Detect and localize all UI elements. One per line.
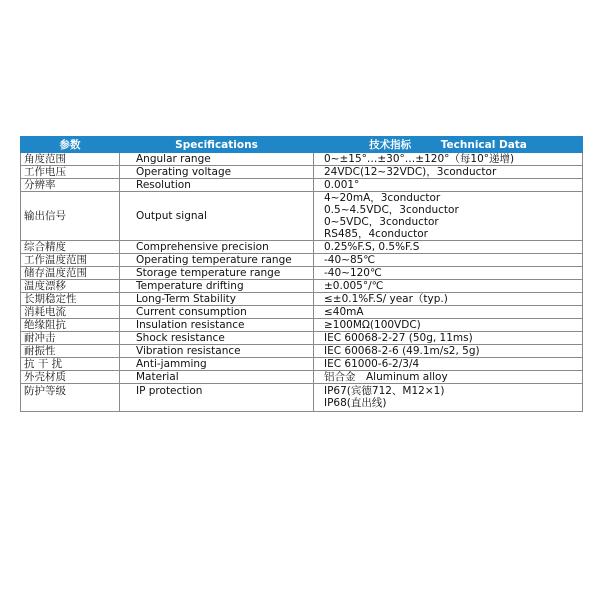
- table-body: [21, 153, 583, 412]
- tech-value-cell: [314, 345, 583, 358]
- table-row: [21, 267, 583, 280]
- tech-value-cell: [314, 192, 583, 241]
- table-row: [21, 241, 583, 254]
- table-row: [21, 358, 583, 371]
- table-row: [21, 153, 583, 166]
- spec-en-cell: Storage temperature range: [120, 267, 314, 280]
- tech-value-line: ≥100MΩ(100VDC): [324, 319, 421, 331]
- tech-value-cell: [314, 254, 583, 267]
- spec-en-cell: Anti-jamming: [120, 358, 314, 371]
- param-cn-cell: 长期稳定性: [21, 293, 120, 306]
- tech-value-cell: [314, 384, 583, 412]
- spec-en-cell: Current consumption: [120, 306, 314, 319]
- spec-en-cell: Operating temperature range: [120, 254, 314, 267]
- param-cn-cell: 耐振性: [21, 345, 120, 358]
- table-row: [21, 166, 583, 179]
- spec-en-cell: Angular range: [120, 153, 314, 166]
- spec-en-cell: Operating voltage: [120, 166, 314, 179]
- tech-value-cell: [314, 319, 583, 332]
- param-cn-cell: 角度范围: [21, 153, 120, 166]
- spec-en-cell: Resolution: [120, 179, 314, 192]
- table-row: [21, 371, 583, 384]
- spec-en-cell: Material: [120, 371, 314, 384]
- tech-value-line: ≤40mA: [324, 306, 364, 318]
- table-row: [21, 179, 583, 192]
- header-technical-data: [314, 137, 583, 153]
- tech-value-cell: [314, 371, 583, 384]
- param-cn-cell: 工作温度范围: [21, 254, 120, 267]
- tech-value-cell: [314, 332, 583, 345]
- tech-value-line: -40~120℃: [324, 267, 382, 279]
- header-param: 参数: [21, 137, 120, 153]
- tech-value-cell: [314, 280, 583, 293]
- param-cn-cell: 温度漂移: [21, 280, 120, 293]
- param-cn-cell: 绝缘阻抗: [21, 319, 120, 332]
- tech-value-line: IEC 61000-6-2/3/4: [324, 358, 420, 370]
- tech-value-cell: [314, 166, 583, 179]
- tech-value-line: 24VDC(12~32VDC)，3conductor: [324, 166, 497, 178]
- tech-value-line: 4~20mA，3conductor: [324, 192, 441, 204]
- tech-value-cell: [314, 293, 583, 306]
- tech-value-cell: [314, 358, 583, 371]
- param-cn-cell: 综合精度: [21, 241, 120, 254]
- spec-en-cell: Vibration resistance: [120, 345, 314, 358]
- param-cn-cell: 耐冲击: [21, 332, 120, 345]
- spec-en-cell: Long-Term Stability: [120, 293, 314, 306]
- tech-value-line: 铝合金 Aluminum alloy: [324, 371, 448, 383]
- tech-value-cell: [314, 153, 583, 166]
- header-tech-cn: 技术指标: [369, 138, 412, 151]
- table-row: [21, 345, 583, 358]
- tech-value-line: RS485，4conductor: [324, 228, 428, 240]
- table-row: [21, 332, 583, 345]
- tech-value-line: 0~±15°…±30°…±120°（每10°递增): [324, 153, 515, 165]
- tech-value-line: IEC 60068-2-6 (49.1m/s2, 5g): [324, 345, 480, 357]
- table-row: [21, 280, 583, 293]
- table-row: [21, 293, 583, 306]
- tech-value-cell: [314, 306, 583, 319]
- table-row: [21, 306, 583, 319]
- header-specifications: Specifications: [120, 137, 314, 153]
- spec-en-cell: IP protection: [120, 384, 314, 412]
- tech-value-line: 0.5~4.5VDC，3conductor: [324, 204, 459, 216]
- tech-value-line: IEC 60068-2-27 (50g, 11ms): [324, 332, 473, 344]
- specification-table: [20, 136, 583, 412]
- tech-value-line: 0.001°: [324, 179, 360, 191]
- tech-value-line: IP68(直出线): [324, 397, 387, 409]
- spec-en-cell: Insulation resistance: [120, 319, 314, 332]
- tech-value-line: 0.25%F.S, 0.5%F.S: [324, 241, 420, 253]
- param-cn-cell: 分辨率: [21, 179, 120, 192]
- tech-value-line: ≤±0.1%F.S/ year（typ.): [324, 293, 448, 305]
- tech-value-line: IP67(宾德712、M12×1): [324, 385, 445, 397]
- table-header-row: [21, 137, 583, 153]
- param-cn-cell: 工作电压: [21, 166, 120, 179]
- param-cn-cell: 储存温度范围: [21, 267, 120, 280]
- table-row: [21, 192, 583, 241]
- tech-value-line: ±0.005°/℃: [324, 280, 384, 292]
- spec-en-cell: Comprehensive precision: [120, 241, 314, 254]
- tech-value-line: 0~5VDC，3conductor: [324, 216, 439, 228]
- tech-value-cell: [314, 267, 583, 280]
- table-row: [21, 319, 583, 332]
- param-cn-cell: 输出信号: [21, 192, 120, 241]
- param-cn-cell: 抗 干 扰: [21, 358, 120, 371]
- tech-value-line: -40~85℃: [324, 254, 376, 266]
- param-cn-cell: 防护等级: [21, 384, 120, 412]
- table-row: [21, 254, 583, 267]
- spec-en-cell: Output signal: [120, 192, 314, 241]
- spec-en-cell: Temperature drifting: [120, 280, 314, 293]
- param-cn-cell: 外壳材质: [21, 371, 120, 384]
- tech-value-cell: [314, 241, 583, 254]
- param-cn-cell: 消耗电流: [21, 306, 120, 319]
- table-row: [21, 384, 583, 412]
- spec-en-cell: Shock resistance: [120, 332, 314, 345]
- header-tech-en: Technical Data: [440, 138, 527, 151]
- tech-value-cell: [314, 179, 583, 192]
